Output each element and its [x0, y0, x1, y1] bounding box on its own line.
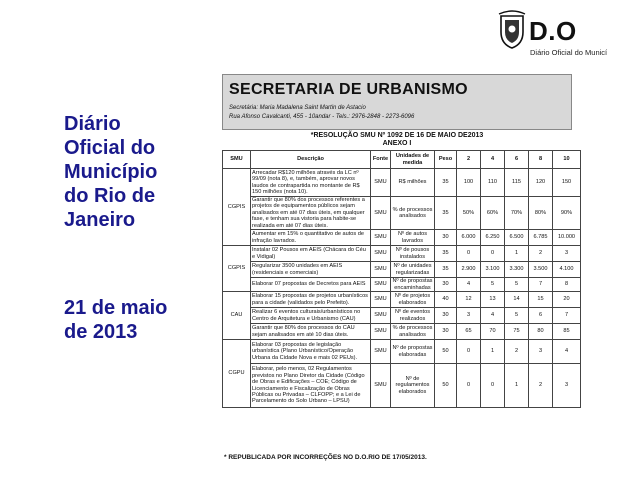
cell-v6: 1: [505, 246, 529, 262]
goals-table: [222, 150, 581, 408]
cell-peso: 35: [435, 197, 457, 230]
cell-v10: 7: [553, 308, 581, 324]
cell-desc: Garantir que 80% dos processos referentes a projetos de equipamentos públicos sejam analisados em até 07 dias úteis, em qualquer fase, e tenham sua vistoria para habite-se realizada em até 07 dias úteis.: [251, 197, 371, 230]
cell-desc: Regularizar 3500 unidades em AEIS (residenciais e comerciais): [251, 262, 371, 278]
table-row: [223, 324, 581, 340]
cell-fonte: SMU: [371, 324, 391, 340]
table-row: [223, 364, 581, 408]
cell-unidade: Nº de unidades regularizadas: [391, 262, 435, 278]
cell-v2: 65: [457, 324, 481, 340]
cell-v8: 7: [529, 278, 553, 292]
cell-unidade: Nº de regulamentos elaborados: [391, 364, 435, 408]
cell-desc: Realizar 6 eventos culturais/urbanísticos no Centro de Arquitetura e Urbanismo (CAU): [251, 308, 371, 324]
cell-v4: 0: [481, 246, 505, 262]
column-header: 6: [505, 151, 529, 169]
cell-fonte: SMU: [371, 364, 391, 408]
cell-unidade: % de processos analisados: [391, 197, 435, 230]
cell-unidade: Nº de propostas elaboradas: [391, 340, 435, 364]
title-line: Janeiro: [64, 209, 136, 231]
cell-v4: 110: [481, 169, 505, 197]
cell-peso: 30: [435, 308, 457, 324]
cell-unidade: Nº de propostas encaminhadas: [391, 278, 435, 292]
cell-v4: 0: [481, 364, 505, 408]
logo-subtitle: Diário Oficial do Municí: [530, 48, 608, 57]
cell-unidade: Nº de eventos realizados: [391, 308, 435, 324]
title-line: do Rio de: [64, 185, 156, 207]
cell-v2: 3: [457, 308, 481, 324]
cell-v10: 4.100: [553, 262, 581, 278]
cell-desc: Instalar 02 Pousos em AEIS (Chácara do Céu e Vidigal): [251, 246, 371, 262]
cell-v2: 0: [457, 364, 481, 408]
date-line: 21 de maio: [64, 297, 168, 319]
cell-v8: 6: [529, 308, 553, 324]
cell-v2: 4: [457, 278, 481, 292]
cell-fonte: SMU: [371, 308, 391, 324]
table-row: [223, 262, 581, 278]
cell-v4: 70: [481, 324, 505, 340]
cell-v2: 50%: [457, 197, 481, 230]
cell-fonte: SMU: [371, 246, 391, 262]
cell-v10: 10.000: [553, 230, 581, 246]
date-line: de 2013: [64, 321, 138, 343]
cell-unidade: Nº de autos lavrados: [391, 230, 435, 246]
cell-v10: 3: [553, 364, 581, 408]
cell-unidade: % de processos analisados: [391, 324, 435, 340]
column-header: Fonte: [371, 151, 391, 169]
cell-v4: 13: [481, 292, 505, 308]
cell-desc: Elaborar 07 propostas de Decretos para AEIS: [251, 278, 371, 292]
cell-v8: 120: [529, 169, 553, 197]
cell-smu: CGPU: [223, 340, 251, 408]
cell-v10: 4: [553, 340, 581, 364]
cell-v4: 3.100: [481, 262, 505, 278]
cell-peso: 35: [435, 262, 457, 278]
diario-oficial-logo: [497, 8, 640, 58]
cell-v6: 75: [505, 324, 529, 340]
cell-fonte: SMU: [371, 169, 391, 197]
cell-v4: 60%: [481, 197, 505, 230]
title-line: Oficial do: [64, 137, 156, 159]
cell-smu: CGPIS: [223, 169, 251, 246]
cell-v4: 4: [481, 308, 505, 324]
cell-fonte: SMU: [371, 292, 391, 308]
cell-v6: 5: [505, 278, 529, 292]
table-row: [223, 197, 581, 230]
cell-desc: Aumentar em 15% o quantitativo de autos de infração lavrados.: [251, 230, 371, 246]
column-header: 4: [481, 151, 505, 169]
cell-peso: 30: [435, 324, 457, 340]
cell-peso: 50: [435, 364, 457, 408]
cell-v8: 6.785: [529, 230, 553, 246]
cell-v4: 6.250: [481, 230, 505, 246]
logo-text: D.O: [529, 16, 577, 46]
cell-v6: 5: [505, 308, 529, 324]
column-header: 8: [529, 151, 553, 169]
resolution-title: *RESOLUÇÃO SMU Nº 1092 DE 16 DE MAIO DE2013: [310, 132, 484, 139]
header-address: Rua Afonso Cavalcanti, 455 - 10andar - Tels.: 2976-2848 - 2273-6096: [229, 114, 415, 120]
cell-v8: 2: [529, 364, 553, 408]
table-row: [223, 278, 581, 292]
cell-unidade: R$ milhões: [391, 169, 435, 197]
cell-v8: 3: [529, 340, 553, 364]
cell-v10: 3: [553, 246, 581, 262]
column-header: Unidades de medida: [391, 151, 435, 169]
cell-peso: 50: [435, 340, 457, 364]
cell-v10: 20: [553, 292, 581, 308]
cell-peso: 35: [435, 246, 457, 262]
annex-title: ANEXO I: [382, 140, 412, 147]
column-header: Descrição: [251, 151, 371, 169]
cell-v6: 2: [505, 340, 529, 364]
title-line: Diário: [64, 113, 121, 135]
table-row: [223, 246, 581, 262]
cell-v10: 90%: [553, 197, 581, 230]
cell-v6: 14: [505, 292, 529, 308]
title-line: Município: [64, 161, 158, 183]
cell-v8: 2: [529, 246, 553, 262]
table-header-row: [223, 151, 581, 169]
column-header: 10: [553, 151, 581, 169]
table-row: [223, 292, 581, 308]
cell-v2: 2.900: [457, 262, 481, 278]
cell-smu: CAU: [223, 292, 251, 340]
cell-v10: 85: [553, 324, 581, 340]
cell-v6: 3.300: [505, 262, 529, 278]
cell-v2: 0: [457, 340, 481, 364]
cell-peso: 30: [435, 278, 457, 292]
cell-v2: 100: [457, 169, 481, 197]
cell-v2: 6.000: [457, 230, 481, 246]
left-title: [64, 112, 204, 232]
cell-desc: Elaborar 15 propostas de projetos urbanísticos para a cidade (validados pelo Prefeito).: [251, 292, 371, 308]
document-clipping: [222, 74, 582, 474]
cell-fonte: SMU: [371, 340, 391, 364]
header-title: SECRETARIA DE URBANISMO: [229, 81, 468, 98]
table-row: [223, 169, 581, 197]
cell-v10: 8: [553, 278, 581, 292]
cell-v2: 0: [457, 246, 481, 262]
cell-unidade: Nº de pousos instalados: [391, 246, 435, 262]
cell-v6: 115: [505, 169, 529, 197]
cell-v6: 70%: [505, 197, 529, 230]
cell-desc: Garantir que 80% dos processos do CAU sejam analisados em até 10 dias úteis.: [251, 324, 371, 340]
table-row: [223, 230, 581, 246]
left-date: [64, 296, 204, 344]
cell-v8: 80: [529, 324, 553, 340]
table-row: [223, 308, 581, 324]
crest-icon: [497, 10, 527, 50]
cell-fonte: SMU: [371, 230, 391, 246]
cell-desc: Arrecadar R$120 milhões através da LC nº 99/09 (nota 8), e, também, aprovar novos laudos de contrapartida no montante de R$ 150 milhões (nota 10).: [251, 169, 371, 197]
cell-peso: 30: [435, 230, 457, 246]
cell-v4: 1: [481, 340, 505, 364]
cell-desc: Elaborar, pelo menos, 02 Regulamentos previstos no Plano Diretor da Cidade (Código de Obras e Edificações – COE; Código de Licenciamento e Fiscalização de Obras Públicas ou Privadas – CLFOPP; e a Lei de Parcelamento do Solo Urbano – LPSU): [251, 364, 371, 408]
table-row: [223, 340, 581, 364]
cell-v2: 12: [457, 292, 481, 308]
cell-smu: CGPIS: [223, 246, 251, 292]
cell-fonte: SMU: [371, 197, 391, 230]
cell-v10: 150: [553, 169, 581, 197]
cell-fonte: SMU: [371, 278, 391, 292]
header-secretary: Secretária: Maria Madalena Saint Martin de Astacio: [229, 105, 366, 111]
cell-desc: Elaborar 03 propostas de legislação urbanística (Plano Urbanístico/Operação Urbana da Cidade Nova e mais 02 PEUs).: [251, 340, 371, 364]
cell-v8: 15: [529, 292, 553, 308]
cell-fonte: SMU: [371, 262, 391, 278]
cell-v8: 3.500: [529, 262, 553, 278]
cell-unidade: Nº de projetos elaborados: [391, 292, 435, 308]
footnote: * REPUBLICADA POR INCORREÇÕES NO D.O.RIO DE 17/05/2013.: [224, 454, 427, 461]
cell-peso: 35: [435, 169, 457, 197]
cell-v6: 1: [505, 364, 529, 408]
cell-v6: 6.500: [505, 230, 529, 246]
cell-v4: 5: [481, 278, 505, 292]
cell-v8: 80%: [529, 197, 553, 230]
cell-peso: 40: [435, 292, 457, 308]
column-header: SMU: [223, 151, 251, 169]
column-header: 2: [457, 151, 481, 169]
header-box: [222, 74, 572, 130]
column-header: Peso: [435, 151, 457, 169]
